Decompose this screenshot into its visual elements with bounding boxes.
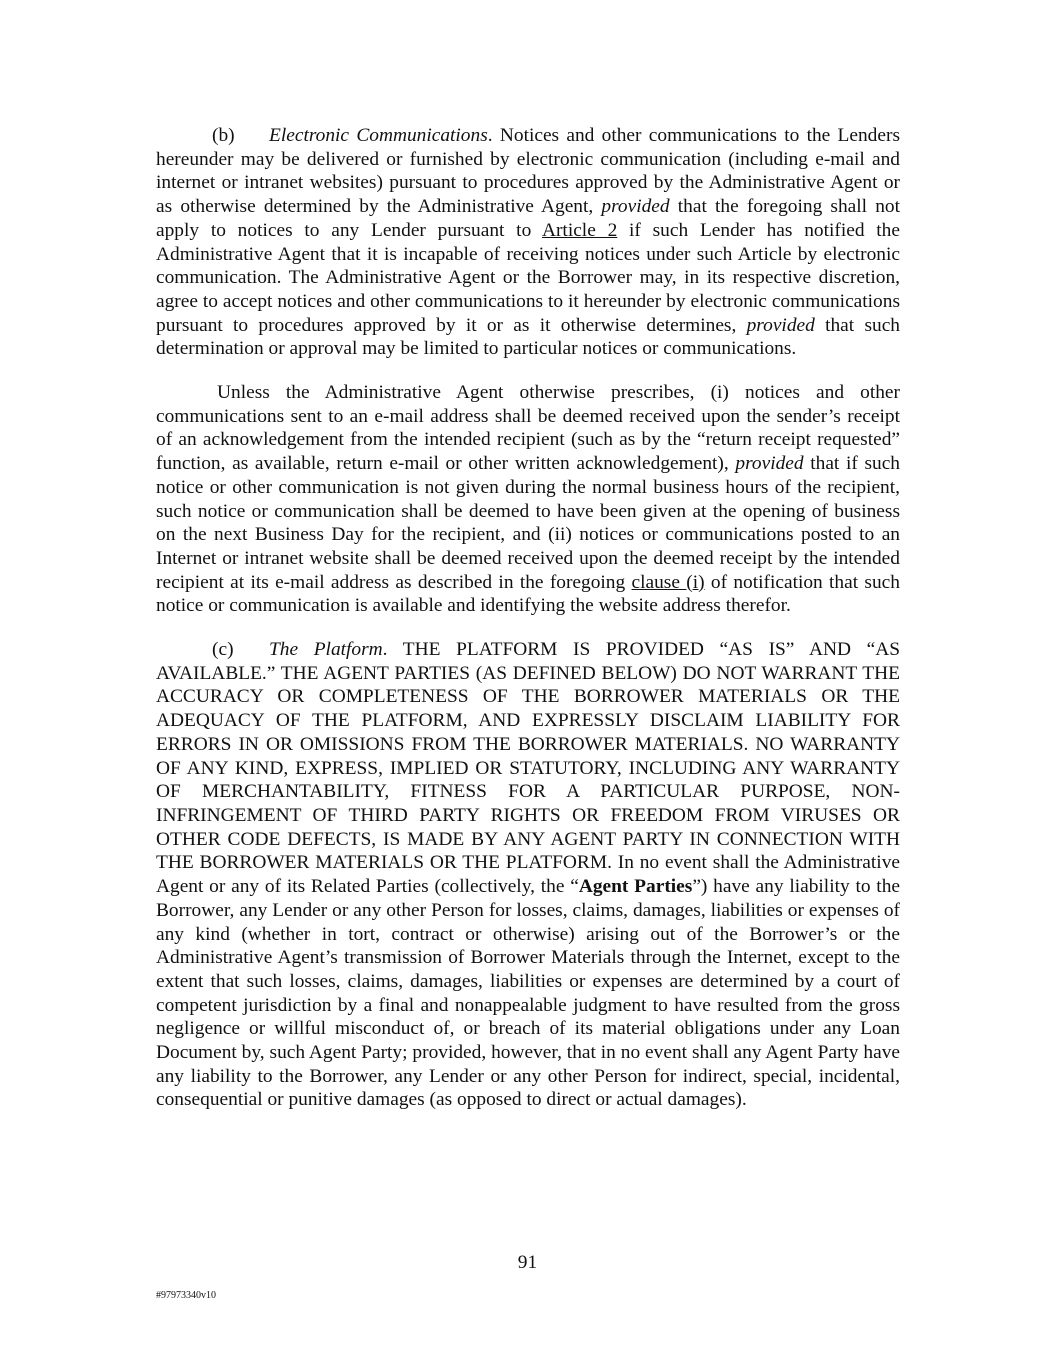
section-number: (c) xyxy=(212,639,234,661)
section-title: The Platform xyxy=(269,639,383,661)
clause-cross-reference: clause (i) xyxy=(631,571,705,593)
section-number: (b) xyxy=(212,125,235,146)
defined-term: Agent Parties xyxy=(578,876,693,898)
document-id: #97973340v10 xyxy=(156,1290,216,1301)
paragraph-unless: Unless the Administrative Agent otherwise prescribes, (i) notices and other communications sent to an e-mail address shall be deemed received upon the sender’s receipt of an acknowledgement from the intended recipient (such as by the “return receipt requested” function, as available, return e-mail or other written acknowledgement), provided that if such notice or other communication is not given during the normal business hours of the recipient, such notice or communication shall be deemed to have been given at the opening of business on the next Business Day for the recipient, and (ii) notices or communications posted to an Internet or intranet website shall be deemed received upon the deemed receipt by the intended recipient at its e-mail address as described in the foregoing clause (i) of notification that such notice or communication is available and identifying the website address therefor. xyxy=(156,382,900,617)
page-number: 91 xyxy=(517,1252,538,1273)
document-body xyxy=(156,124,900,1132)
section-title: Electronic Communications xyxy=(269,125,488,146)
article-cross-reference: Article 2 xyxy=(541,219,618,241)
paragraph-electronic-communications: (b) Electronic Communications. Notices and other communications to the Lenders hereunder may be delivered or furnished by electronic communication (including e-mail and internet or intranet websites) pursuant to procedures approved by the Administrative Agent or as otherwise determined by the Administrative Agent, provided that the foregoing shall not apply to notices to any Lender pursuant to Article 2 if such Lender has notified the Administrative Agent that it is incapable of receiving notices under such Article by electronic communication. The Administrative Agent or the Borrower may, in its respective discretion, agree to accept notices and other communications to it hereunder by electronic communications pursuant to procedures approved by it or as it otherwise determines, provided that such determination or approval may be limited to particular notices or communications. xyxy=(156,125,900,360)
paragraph-the-platform: (c) The Platform. THE PLATFORM IS PROVIDED “AS IS” AND “AS AVAILABLE.” THE AGENT PARTIES (AS DEFINED BELOW) DO NOT WARRANT THE ACCURACY OR COMPLETENESS OF THE BORROWER MATERIALS OR THE ADEQUACY OF THE PLATFORM, AND EXPRESSLY DISCLAIM LIABILITY FOR ERRORS IN OR OMISSIONS FROM THE BORROWER MATERIALS. NO WARRANTY OF ANY KIND, EXPRESS, IMPLIED OR STATUTORY, INCLUDING ANY WARRANTY OF MERCHANTABILITY, FITNESS FOR A PARTICULAR PURPOSE, NON-INFRINGEMENT OF THIRD PARTY RIGHTS OR FREEDOM FROM VIRUSES OR OTHER CODE DEFECTS, IS MADE BY ANY AGENT PARTY IN CONNECTION WITH THE BORROWER MATERIALS OR THE PLATFORM. In no event shall the Administrative Agent or any of its Related Parties (collectively, the “Agent Parties”) have any liability to the Borrower, any Lender or any other Person for losses, claims, damages, liabilities or expenses of any kind (whether in tort, contract or otherwise) arising out of the Borrower’s or the Administrative Agent’s transmission of Borrower Materials through the Internet, except to the extent that such losses, claims, damages, liabilities or expenses are determined by a court of competent jurisdiction by a final and nonappealable judgment to have resulted from the gross negligence or willful misconduct of, or breach of its material obligations under any Loan Document by, such Agent Party; provided, however, that in no event shall any Agent Party have any liability to the Borrower, any Lender or any other Person for indirect, special, incidental, consequential or punitive damages (as opposed to direct or actual damages). xyxy=(156,639,901,1111)
